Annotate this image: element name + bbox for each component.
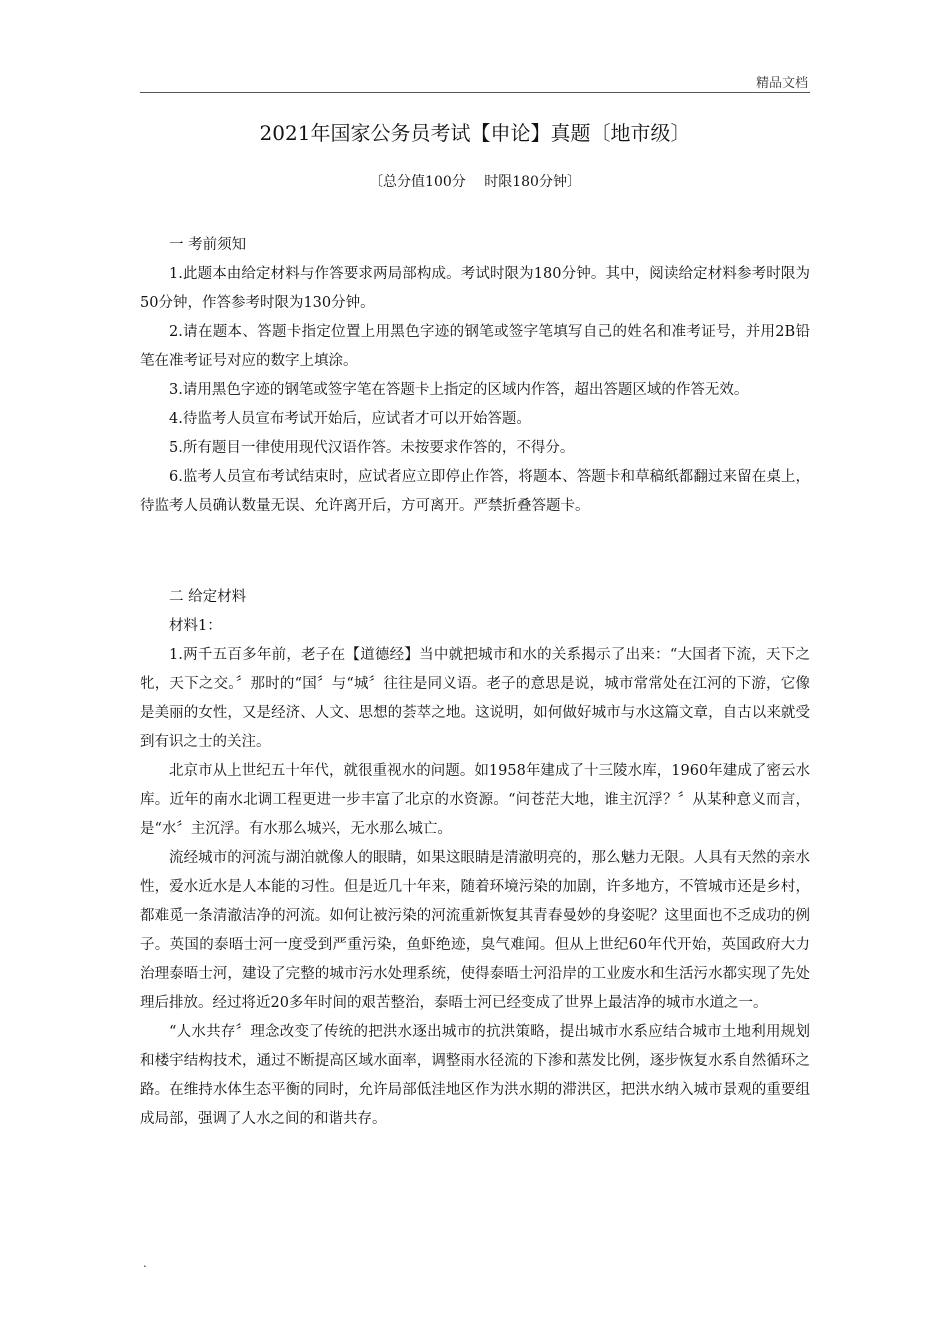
instruction-item: 5.所有题目一律使用现代汉语作答。未按要求作答的，不得分。 — [169, 440, 575, 456]
header-label: 精品文档 — [755, 76, 808, 91]
instruction-item: 3.请用黑色字迹的钢笔或签字笔在答题卡上指定的区域内作答，超出答题区域的作答无效。 — [169, 382, 749, 398]
section-given-materials — [140, 583, 810, 1134]
material-paragraph: “人水共存〞理念改变了传统的把洪水逐出城市的抗洪策略，提出城市水系应结合城市土地利用规划和楼宇结构技术，通过不断提高区域水面率，调整雨水径流的下渗和蒸发比例，逐步恢复水系自然循环之路。在维持水体生态平衡的同时，允许局部低洼地区作为洪水期的滞洪区，把洪水纳入城市景观的重要组成局部，强调了人水之间的和谐共存。 — [140, 1024, 810, 1127]
header-rule — [140, 92, 810, 93]
material-paragraph: 流经城市的河流与湖泊就像人的眼睛，如果这眼睛是清澈明亮的，那么魅力无限。人具有天然的亲水性，爱水近水是人本能的习性。但是近几十年来，随着环境污染的加剧，许多地方，不管城市还是乡村，都难觅一条清澈洁净的河流。如何让被污染的河流重新恢复其青春曼妙的身姿呢？这里面也不乏成功的例子。英国的泰晤士河一度受到严重污染，鱼虾绝迹，臭气难闻。但从上世纪60年代开始，英国政府大力治理泰晤士河，建设了完整的城市污水处理系统，使得泰晤士河沿岸的工业废水和生活污水都实现了先处理后排放。经过将近20多年时间的艰苦整治，泰晤士河已经变成了世界上最洁净的城市水道之一。 — [140, 850, 810, 1011]
footer-mark: . — [143, 1256, 147, 1270]
instruction-item: 1.此题本由给定材料与作答要求两局部构成。考试时限为180分钟。其中，阅读给定材料参考时限为50分钟，作答参考时限为130分钟。 — [140, 266, 810, 311]
instruction-item: 4.待监考人员宣布考试开始后，应试者才可以开始答题。 — [169, 411, 531, 427]
exam-subtitle: 〔总分值100分 时限180分钟〕 — [369, 174, 581, 190]
section-heading: 二 给定材料 — [169, 589, 247, 605]
section-heading: 一 考前须知 — [169, 237, 247, 253]
material-paragraph: 1.两千五百多年前，老子在【道德经】当中就把城市和水的关系揭示了出来：“大国者下流，天下之牝，天下之交。〞那时的“国〞与“城〞往往是同义语。老子的意思是说，城市常常处在江河的下游，它像是美丽的女性，又是经济、人文、思想的荟萃之地。这说明，如何做好城市与水这篇文章，自古以来就受到有识之士的关注。 — [140, 647, 810, 750]
material-paragraph: 北京市从上世纪五十年代，就很重视水的问题。如1958年建成了十三陵水库，1960年建成了密云水库。近年的南水北调工程更进一步丰富了北京的水资源。“问苍茫大地，谁主沉浮？〞从某种意义而言，是“水〞主沉浮。有水那么城兴，无水那么城亡。 — [140, 763, 810, 837]
instruction-item: 6.监考人员宣布考试结束时，应试者应立即停止作答，将题本、答题卡和草稿纸都翻过来留在桌上，待监考人员确认数量无误、允许离开后，方可离开。严禁折叠答题卡。 — [140, 469, 810, 514]
material-label: 材料1： — [169, 618, 222, 634]
document-body — [140, 118, 810, 1134]
instruction-item: 2.请在题本、答题卡指定位置上用黑色字迹的钢笔或签字笔填写自己的姓名和准考证号，并用2B铅笔在准考证号对应的数字上填涂。 — [140, 324, 810, 369]
section-exam-instructions — [140, 231, 810, 521]
page-title: 2021年国家公务员考试【申论】真题〔地市级〕 — [259, 121, 691, 145]
